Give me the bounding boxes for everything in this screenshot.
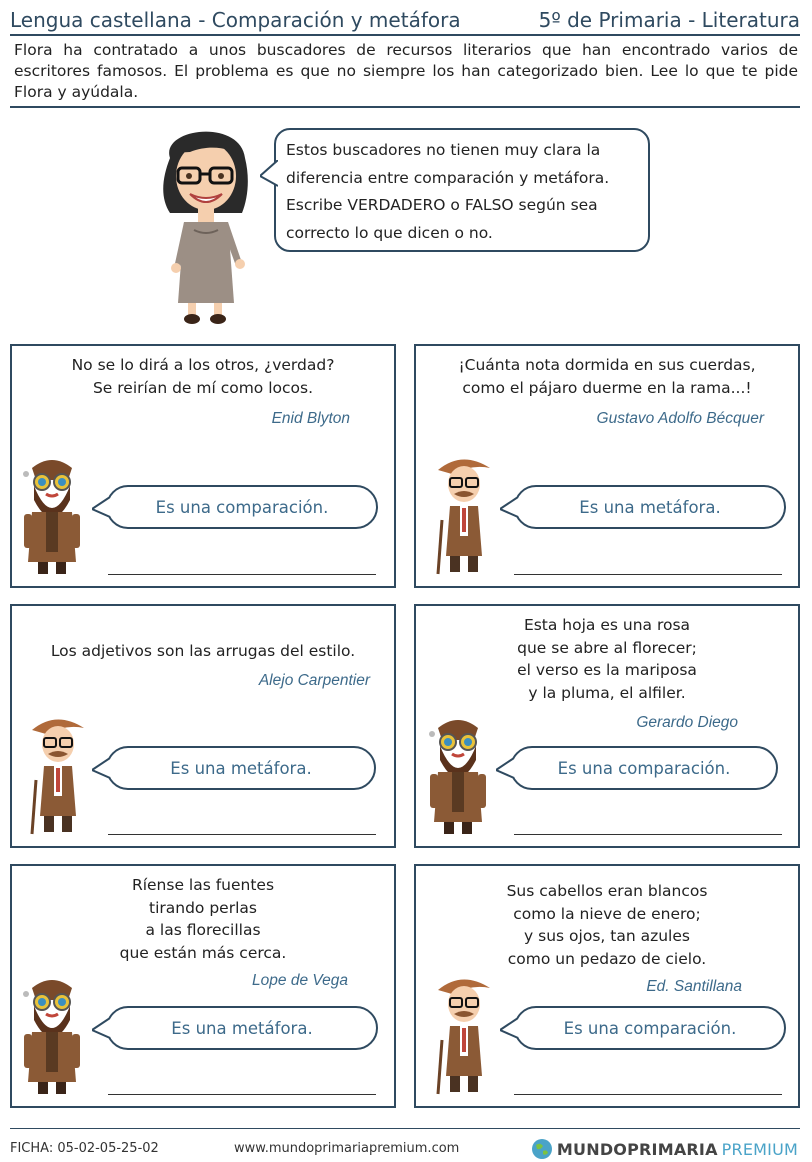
quote-author: Alejo Carpentier xyxy=(258,672,370,689)
claim-bubble xyxy=(106,1006,378,1050)
literary-quote: No se lo dirá a los otros, ¿verdad? Se reirían de mí como locos. xyxy=(71,356,335,397)
exercise-card-5 xyxy=(10,864,396,1108)
literary-quote: Sus cabellos eran blancos como la nieve de enero; y sus ojos, tan azules como un pedazo de cielo. xyxy=(506,882,708,968)
exercise-card-4 xyxy=(414,604,800,848)
website-url: www.mundoprimariapremium.com xyxy=(234,1141,460,1156)
brand-name: MUNDOPRIMARIA xyxy=(556,1139,718,1159)
answer-line[interactable] xyxy=(514,1094,782,1095)
claim-text: Es una metáfora. xyxy=(170,758,312,778)
quote-author: Gustavo Adolfo Bécquer xyxy=(596,410,764,427)
claim-bubble xyxy=(514,1006,786,1050)
speech-line: Estos buscadores no tienen muy clara la xyxy=(286,141,601,159)
steampunk-man-character xyxy=(20,450,84,580)
answer-line[interactable] xyxy=(514,834,782,835)
brand-logo xyxy=(531,1138,798,1160)
answer-line[interactable] xyxy=(108,574,376,575)
speech-tail xyxy=(500,1018,518,1040)
exercise-card-6 xyxy=(414,864,800,1108)
brand-suffix: PREMIUM xyxy=(721,1139,798,1159)
old-man-character xyxy=(432,970,496,1100)
teacher-speech-bubble xyxy=(274,128,650,252)
claim-bubble xyxy=(510,746,778,790)
worksheet-code: FICHA: 05-02-05-25-02 xyxy=(10,1141,159,1156)
quote-author: Lope de Vega xyxy=(252,972,348,989)
speech-line: Escribe VERDADERO o FALSO según sea xyxy=(286,196,598,214)
speech-tail xyxy=(260,160,278,188)
claim-text: Es una metáfora. xyxy=(579,497,721,517)
claim-text: Es una comparación. xyxy=(557,758,731,778)
claim-text: Es una comparación. xyxy=(563,1018,737,1038)
literary-quote: ¡Cuánta nota dormida en sus cuerdas, como el pájaro duerme en la rama...! xyxy=(458,356,756,397)
steampunk-man-character xyxy=(426,710,490,840)
globe-icon xyxy=(531,1138,553,1160)
teacher-flora-illustration xyxy=(150,118,260,328)
speech-tail xyxy=(496,758,514,780)
speech-tail xyxy=(92,758,110,780)
old-man-character xyxy=(26,710,90,840)
speech-tail xyxy=(92,497,110,519)
quote-author: Enid Blyton xyxy=(271,410,350,427)
instructions: Flora ha contratado a unos buscadores de recursos literarios que han encontrado varios de escritores famosos. El problema es que no siempre los han categorizado bien. Lee lo que te pide Flora y ayúdala. xyxy=(14,41,798,101)
literary-quote: Ríense las fuentes tirando perlas a las florecillas que están más cerca. xyxy=(119,876,287,962)
answer-line[interactable] xyxy=(514,574,782,575)
steampunk-man-character xyxy=(20,970,84,1100)
literary-quote: Los adjetivos son las arrugas del estilo. xyxy=(50,642,356,660)
claim-bubble xyxy=(514,485,786,529)
exercise-card-3 xyxy=(10,604,396,848)
speech-line: correcto lo que dicen o no. xyxy=(286,223,493,242)
subject-title: Lengua castellana - Comparación y metáfora xyxy=(10,8,461,32)
speech-tail xyxy=(500,497,518,519)
quote-author: Gerardo Diego xyxy=(636,714,738,731)
footer-divider xyxy=(10,1128,800,1129)
page-header xyxy=(10,6,800,36)
claim-text: Es una metáfora. xyxy=(171,1018,313,1038)
answer-line[interactable] xyxy=(108,1094,376,1095)
exercise-card-2 xyxy=(414,344,800,588)
claim-text: Es una comparación. xyxy=(155,497,329,517)
claim-bubble xyxy=(106,746,376,790)
literary-quote: Esta hoja es una rosa que se abre al florecer; el verso es la mariposa y la pluma, el alfiler. xyxy=(517,616,697,702)
answer-line[interactable] xyxy=(108,834,376,835)
grade-title: 5º de Primaria - Literatura xyxy=(538,8,800,32)
quote-author: Ed. Santillana xyxy=(646,978,742,995)
claim-bubble xyxy=(106,485,378,529)
speech-line: diferencia entre comparación y metáfora. xyxy=(286,168,610,187)
speech-tail xyxy=(92,1018,110,1040)
divider xyxy=(10,106,800,108)
exercise-card-1 xyxy=(10,344,396,588)
old-man-character xyxy=(432,450,496,580)
